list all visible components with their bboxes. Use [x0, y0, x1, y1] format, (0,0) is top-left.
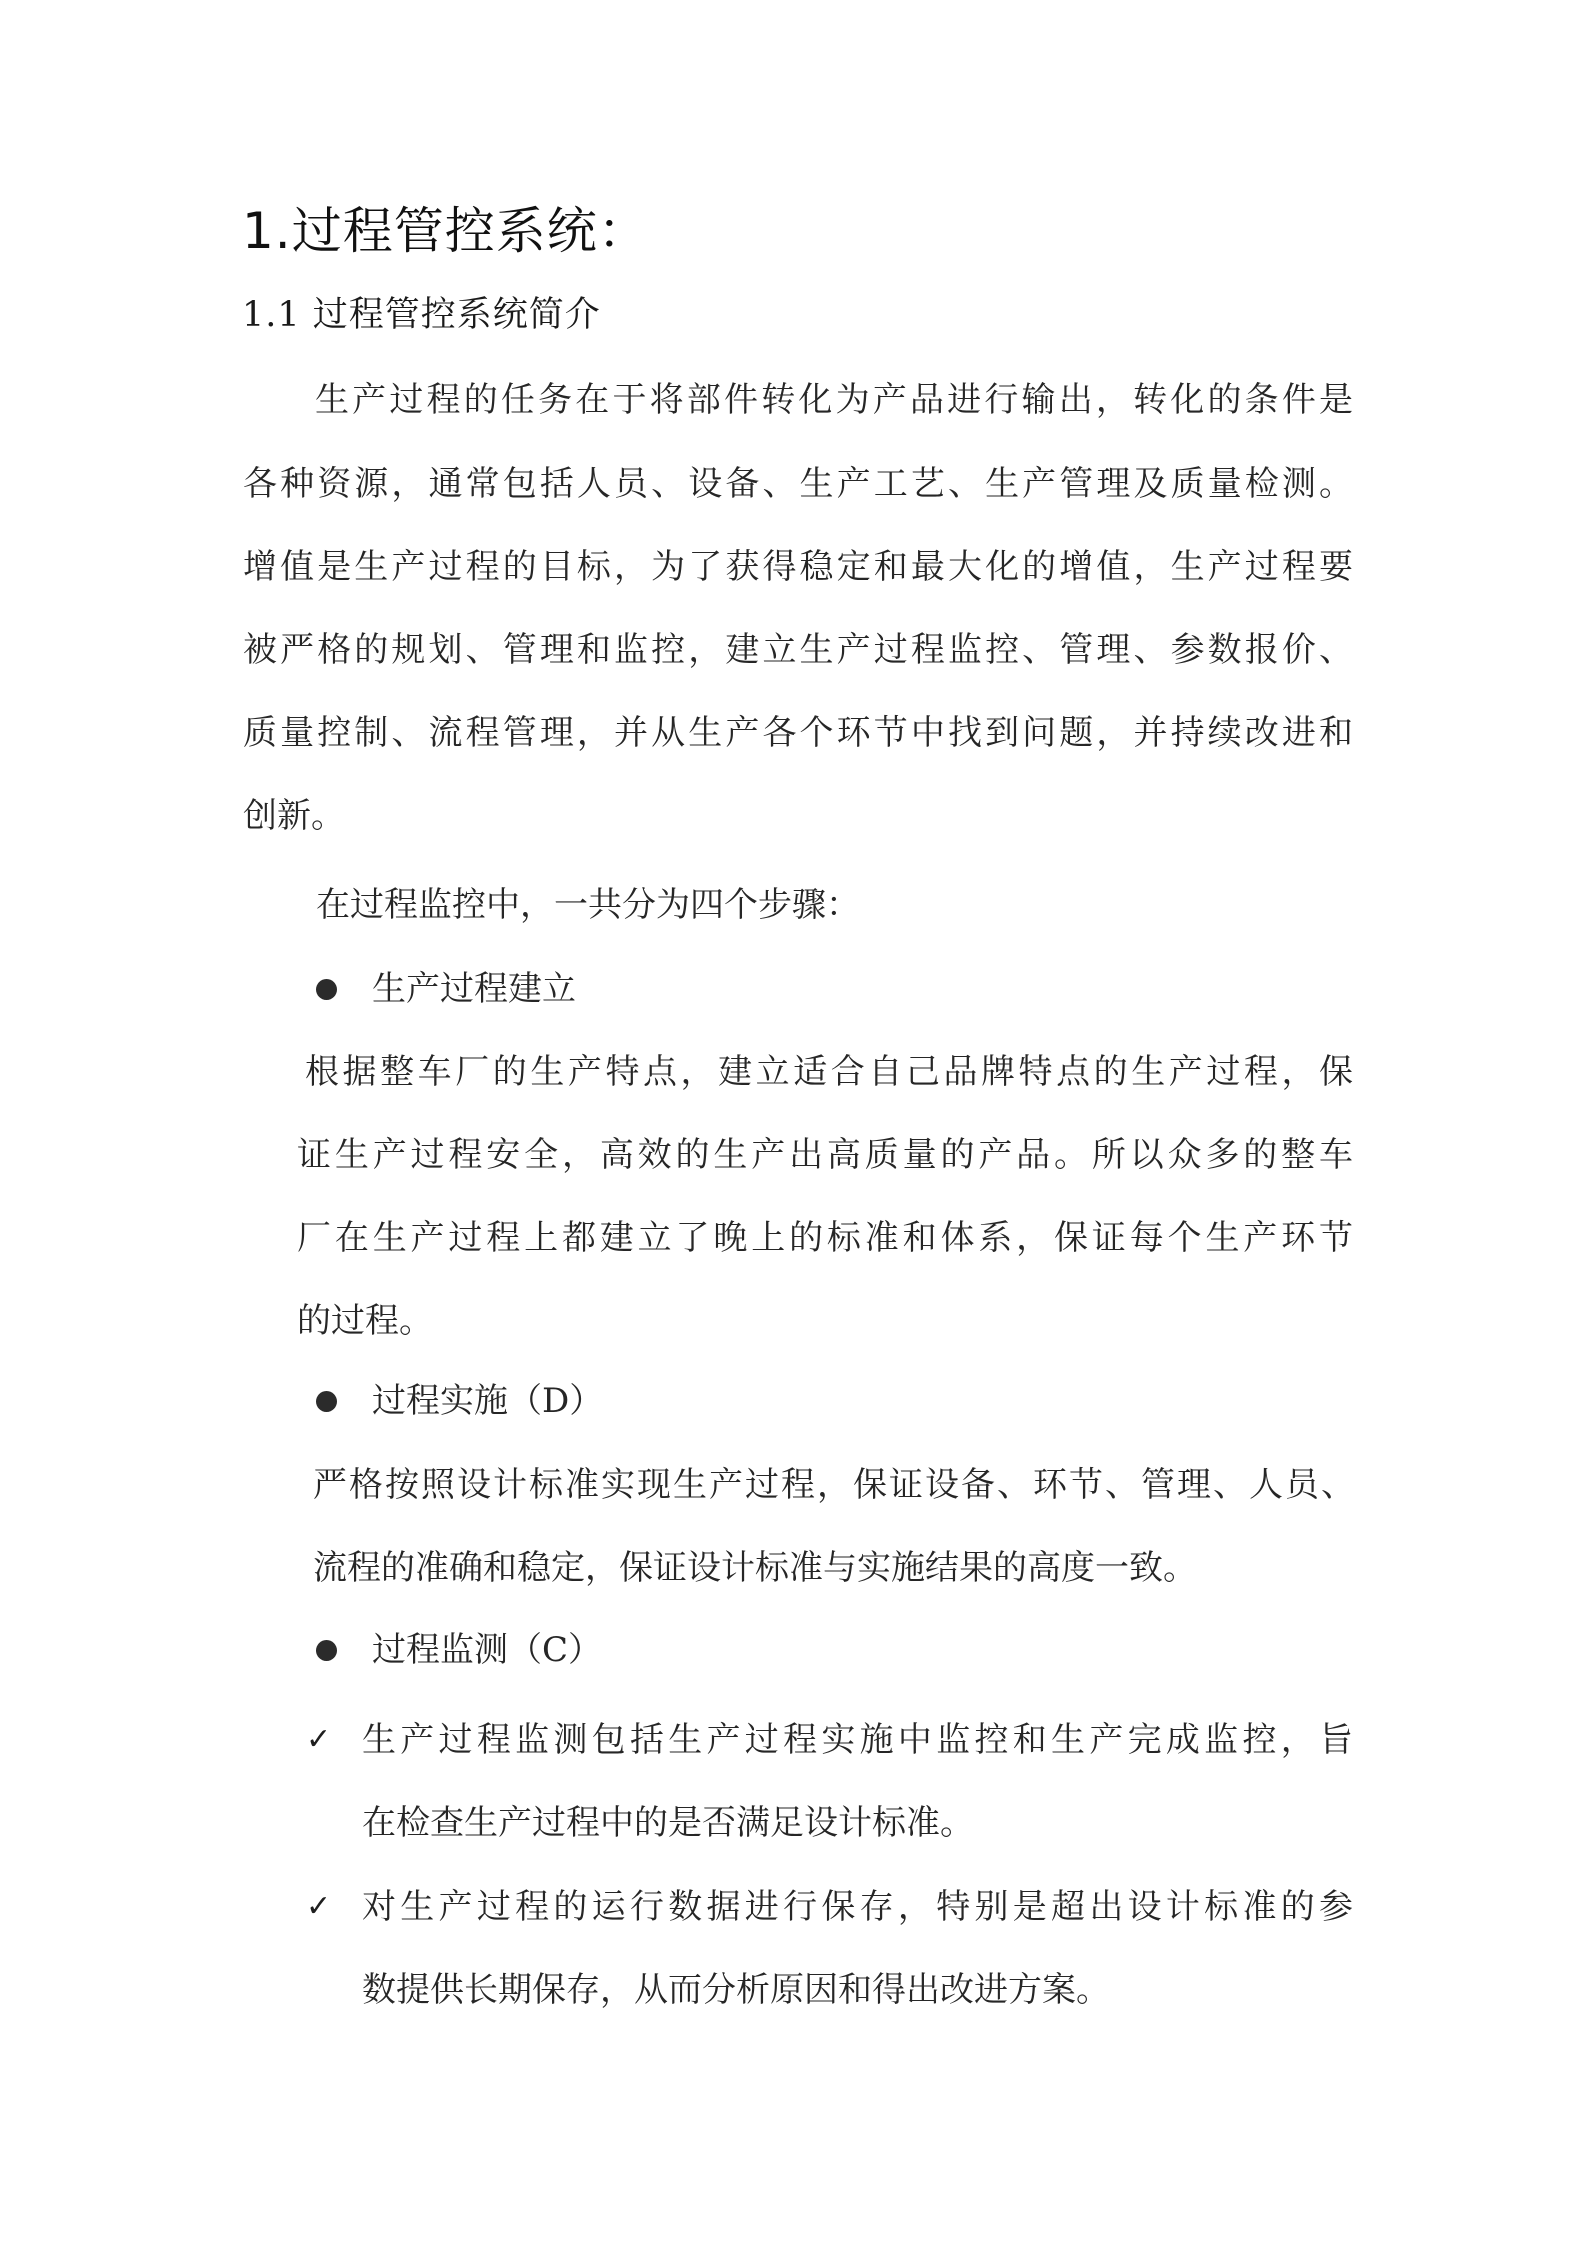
checkmark-icon: ✓ — [306, 1722, 332, 1757]
heading-1: 1.过程管控系统： — [242, 202, 649, 260]
steps-intro: 在过程监控中，一共分为四个步骤： — [316, 885, 860, 925]
paragraph-line: 创新。 — [243, 796, 345, 836]
paragraph-line: 被严格的规划、管理和监控，建立生产过程监控、管理、参数报价、 — [243, 630, 1353, 670]
checklist-line: 生产过程监测包括生产过程实施中监控和生产完成监控，旨 — [362, 1720, 1353, 1760]
checkmark-icon: ✓ — [306, 1889, 332, 1924]
step-description-line: 流程的准确和稳定，保证设计标准与实施结果的高度一致。 — [313, 1548, 1197, 1588]
checklist-line: 数提供长期保存，从而分析原因和得出改进方案。 — [362, 1970, 1110, 2010]
step-description-line: 的过程。 — [297, 1301, 433, 1341]
heading-2: 1.1 过程管控系统简介 — [242, 295, 601, 335]
bullet-icon — [316, 979, 337, 1000]
bullet-icon — [316, 1640, 337, 1661]
step-description-line: 根据整车厂的生产特点，建立适合自己品牌特点的生产过程，保 — [305, 1052, 1353, 1092]
paragraph-line: 质量控制、流程管理，并从生产各个环节中找到问题，并持续改进和 — [243, 713, 1353, 753]
step-description-line: 厂在生产过程上都建立了晚上的标准和体系，保证每个生产环节 — [297, 1218, 1353, 1258]
bullet-icon — [316, 1391, 337, 1412]
step-title: 过程实施（D） — [372, 1381, 604, 1421]
paragraph-line: 各种资源，通常包括人员、设备、生产工艺、生产管理及质量检测。 — [243, 464, 1353, 504]
checklist-line: 对生产过程的运行数据进行保存，特别是超出设计标准的参 — [362, 1887, 1353, 1927]
step-description-line: 证生产过程安全，高效的生产出高质量的产品。所以众多的整车 — [297, 1135, 1353, 1175]
paragraph-line: 增值是生产过程的目标，为了获得稳定和最大化的增值，生产过程要 — [243, 547, 1353, 587]
step-title: 生产过程建立 — [372, 969, 576, 1009]
step-title: 过程监测（C） — [372, 1630, 603, 1670]
paragraph-line: 生产过程的任务在于将部件转化为产品进行输出，转化的条件是 — [315, 380, 1353, 420]
checklist-line: 在检查生产过程中的是否满足设计标准。 — [362, 1803, 974, 1843]
step-description-line: 严格按照设计标准实现生产过程，保证设备、环节、管理、人员、 — [313, 1465, 1355, 1505]
